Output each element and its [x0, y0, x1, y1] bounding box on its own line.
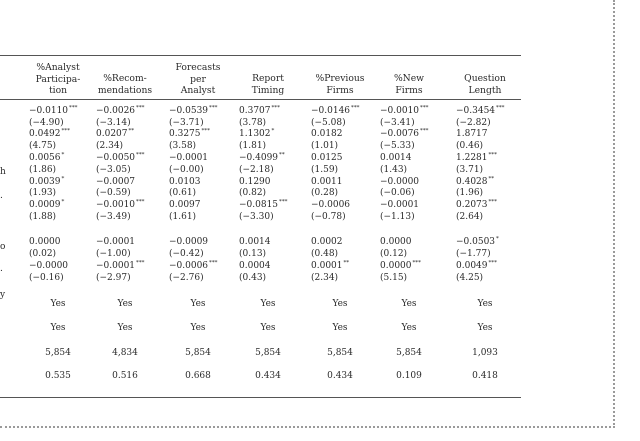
cell-value: (−0.06): [380, 188, 415, 198]
cell-value: (2.34): [96, 141, 124, 151]
cell-value: (−3.41): [380, 118, 415, 128]
observations-cell: 4,834: [112, 348, 138, 358]
cell-value: −0.0815: [239, 200, 279, 210]
coefficient-cell: [456, 129, 488, 140]
cell-value: (−0.16): [29, 273, 64, 283]
cell-value: 0.3707: [239, 106, 271, 116]
tstat-cell: [29, 118, 64, 129]
cell-value: (2.64): [456, 212, 484, 222]
column-header-line: Forecasts: [175, 62, 221, 73]
cell-value: (3.58): [169, 141, 197, 151]
column-header-line: Question: [464, 73, 506, 84]
tstat-cell: [311, 249, 338, 260]
tstat-cell: [96, 188, 131, 199]
coefficient-cell: [311, 200, 350, 211]
coefficient-cell: [239, 153, 285, 164]
cell-value: −0.0000: [29, 261, 69, 271]
column-header-line: Analyst: [180, 85, 216, 96]
tstat-cell: [456, 141, 483, 152]
cell-value: (1.59): [311, 165, 339, 175]
cell-value: (1.43): [380, 165, 408, 175]
observations-cell: 5,854: [185, 348, 211, 358]
cell-value: −0.0001: [380, 200, 420, 210]
coefficient-cell: [96, 153, 144, 164]
cell-value: −0.0076: [380, 129, 420, 139]
coefficient-cell: [239, 129, 274, 140]
significance-stars: ***: [488, 199, 497, 205]
coefficient-cell: [456, 200, 497, 211]
cell-value: 0.0004: [239, 261, 271, 271]
significance-stars: ***: [209, 260, 218, 266]
significance-stars: ***: [420, 105, 429, 111]
cell-value: (−3.30): [239, 212, 274, 222]
coefficient-cell: [380, 177, 419, 188]
cell-value: (0.43): [239, 273, 267, 283]
cell-value: 0.1290: [239, 177, 271, 187]
coefficient-cell: [96, 129, 134, 140]
coefficient-cell: [380, 153, 412, 164]
row-label-fragment: o: [0, 242, 6, 252]
cell-value: (1.61): [169, 212, 197, 222]
significance-stars: **: [343, 260, 350, 266]
significance-stars: ***: [496, 105, 505, 111]
column-header: [368, 73, 450, 96]
tstat-cell: [456, 249, 491, 260]
fixed-effect-cell: Yes: [401, 299, 417, 309]
column-header: [84, 73, 166, 96]
significance-stars: ***: [351, 105, 360, 111]
cell-value: 0.4028: [456, 177, 488, 187]
cell-value: (−2.18): [239, 165, 274, 175]
fixed-effect-cell: Yes: [190, 299, 206, 309]
cell-value: −0.0000: [380, 177, 420, 187]
significance-stars: ***: [136, 199, 145, 205]
cell-value: (0.61): [169, 188, 197, 198]
cell-value: −0.0110: [29, 106, 69, 116]
column-header-line: per: [190, 73, 206, 85]
coefficient-cell: [311, 129, 343, 140]
cell-value: 0.0492: [29, 129, 61, 139]
tstat-cell: [96, 165, 131, 176]
cell-value: −0.3454: [456, 106, 496, 116]
coefficient-cell: [311, 153, 343, 164]
fixed-effect-cell: Yes: [260, 323, 276, 333]
cell-value: (−2.76): [169, 273, 204, 283]
tstat-cell: [169, 249, 204, 260]
tstat-cell: [96, 118, 131, 129]
cell-value: (2.34): [311, 273, 339, 283]
coefficient-cell: [169, 200, 201, 211]
significance-stars: ***: [209, 105, 218, 111]
significance-stars: *: [496, 236, 499, 242]
observations-cell: 1,093: [472, 348, 498, 358]
fixed-effect-cell: Yes: [50, 299, 66, 309]
tstat-cell: [456, 188, 483, 199]
tstat-cell: [169, 118, 204, 129]
cell-value: (1.88): [29, 212, 57, 222]
coefficient-cell: [169, 261, 217, 272]
cell-value: (−5.33): [380, 141, 415, 151]
tstat-cell: [169, 212, 196, 223]
row-label-fragment: y: [0, 290, 6, 300]
coefficient-cell: [456, 106, 504, 117]
tstat-cell: [311, 141, 338, 152]
tstat-cell: [239, 165, 274, 176]
observations-cell: 5,854: [396, 348, 422, 358]
cell-value: −0.0503: [456, 237, 496, 247]
coefficient-cell: [311, 177, 343, 188]
cell-value: 1.2281: [456, 153, 488, 163]
cell-value: 0.0001: [311, 261, 343, 271]
column-header-line: Timing: [251, 84, 285, 96]
coefficient-cell: [96, 261, 144, 272]
column-header-line: %New: [393, 73, 425, 84]
cell-value: (−0.42): [169, 249, 204, 259]
r-squared-cell: 0.434: [327, 371, 353, 381]
coefficient-cell: [380, 106, 428, 117]
fixed-effect-cell: Yes: [117, 299, 133, 309]
tstat-cell: [380, 165, 407, 176]
cell-value: −0.0006: [169, 261, 209, 271]
fixed-effect-cell: Yes: [477, 299, 493, 309]
cell-value: (−3.14): [96, 118, 131, 128]
coefficient-cell: [239, 106, 280, 117]
tstat-cell: [29, 165, 56, 176]
significance-stars: ***: [61, 128, 70, 134]
fixed-effect-cell: Yes: [190, 323, 206, 333]
observations-cell: 5,854: [45, 348, 71, 358]
cell-value: (1.01): [311, 141, 339, 151]
significance-stars: ***: [271, 105, 280, 111]
cell-value: (−0.59): [96, 188, 131, 198]
r-squared-cell: 0.516: [112, 371, 138, 381]
cell-value: (−0.00): [169, 165, 204, 175]
tstat-cell: [380, 212, 415, 223]
coefficient-cell: [29, 261, 68, 272]
tstat-cell: [311, 165, 338, 176]
tstat-cell: [239, 212, 274, 223]
cell-value: (1.81): [239, 141, 267, 151]
coefficient-cell: [96, 177, 135, 188]
coefficient-cell: [29, 129, 70, 140]
column-header-line: Firms: [326, 84, 354, 96]
cell-value: 0.0014: [239, 237, 271, 247]
cell-value: (0.82): [239, 188, 267, 198]
cell-value: 1.8717: [456, 129, 488, 139]
cell-value: −0.0539: [169, 106, 209, 116]
significance-stars: ***: [488, 152, 497, 158]
coefficient-cell: [239, 200, 287, 211]
tstat-cell: [456, 165, 483, 176]
fixed-effect-cell: Yes: [50, 323, 66, 333]
tstat-cell: [311, 118, 346, 129]
tstat-cell: [96, 249, 131, 260]
cell-value: (0.28): [311, 188, 339, 198]
regression-table: [0, 55, 521, 398]
tstat-cell: [380, 118, 415, 129]
r-squared-cell: 0.668: [185, 371, 211, 381]
column-header-line: %Analyst: [36, 62, 80, 73]
cell-value: (−1.00): [96, 249, 131, 259]
cell-value: −0.0146: [311, 106, 351, 116]
cell-value: −0.0026: [96, 106, 136, 116]
row-label-fragment: h: [0, 167, 6, 177]
significance-stars: *: [61, 176, 65, 182]
tstat-cell: [169, 188, 196, 199]
cell-value: (0.46): [456, 141, 484, 151]
coefficient-cell: [380, 237, 412, 248]
fixed-effect-cell: Yes: [332, 299, 348, 309]
tstat-cell: [456, 212, 483, 223]
significance-stars: ***: [412, 260, 421, 266]
cell-value: (−3.49): [96, 212, 131, 222]
tstat-cell: [29, 141, 56, 152]
cell-value: 0.0097: [169, 200, 201, 210]
significance-stars: **: [279, 152, 285, 158]
tstat-cell: [96, 141, 123, 152]
cell-value: −0.0010: [380, 106, 420, 116]
cell-value: (−2.97): [96, 273, 131, 283]
column-header-line: %Recom-: [103, 73, 147, 84]
coefficient-cell: [456, 177, 494, 188]
column-header-line: %Previous: [315, 73, 365, 84]
column-header-line: Participa-: [35, 73, 81, 85]
cell-value: (−3.71): [169, 118, 204, 128]
r-squared-cell: 0.535: [45, 371, 71, 381]
cell-value: 0.0014: [380, 153, 412, 163]
coefficient-cell: [239, 237, 271, 248]
cell-value: −0.0009: [169, 237, 209, 247]
column-header-line: Report: [252, 73, 284, 84]
tstat-cell: [380, 273, 407, 284]
cell-value: (−1.77): [456, 249, 491, 259]
significance-stars: *: [61, 152, 65, 158]
r-squared-cell: 0.418: [472, 371, 498, 381]
column-header-line: Firms: [395, 84, 423, 96]
coefficient-cell: [239, 177, 271, 188]
tstat-cell: [96, 212, 131, 223]
cell-value: −0.0010: [96, 200, 136, 210]
coefficient-cell: [456, 237, 499, 248]
cell-value: (−4.90): [29, 118, 64, 128]
coefficient-cell: [96, 106, 144, 117]
coefficient-cell: [456, 261, 497, 272]
cell-value: −0.0001: [96, 261, 136, 271]
cell-value: (1.86): [29, 165, 57, 175]
cell-value: 0.0049: [456, 261, 488, 271]
cell-value: −0.0007: [96, 177, 136, 187]
significance-stars: ***: [201, 128, 210, 134]
significance-stars: ***: [69, 105, 78, 111]
observations-cell: 5,854: [255, 348, 281, 358]
tstat-cell: [239, 118, 266, 129]
tstat-cell: [311, 188, 338, 199]
cell-value: 0.2073: [456, 200, 488, 210]
coefficient-cell: [169, 129, 210, 140]
cell-value: (0.02): [29, 249, 57, 259]
tstat-cell: [311, 273, 338, 284]
coefficient-cell: [456, 153, 497, 164]
tstat-cell: [29, 273, 64, 284]
tstat-cell: [239, 188, 266, 199]
coefficient-cell: [96, 200, 144, 211]
cell-value: −0.0001: [169, 153, 209, 163]
tstat-cell: [456, 118, 491, 129]
fixed-effect-cell: Yes: [401, 323, 417, 333]
column-header-line: mendations: [97, 84, 153, 96]
column-header-line: tion: [48, 85, 68, 96]
significance-stars: ***: [136, 105, 145, 111]
cell-value: 0.3275: [169, 129, 201, 139]
coefficient-cell: [29, 200, 64, 211]
cell-value: (1.93): [29, 188, 57, 198]
tstat-cell: [380, 188, 415, 199]
coefficient-cell: [169, 153, 208, 164]
significance-stars: ***: [136, 152, 145, 158]
cell-value: (0.13): [239, 249, 267, 259]
fixed-effect-cell: Yes: [260, 299, 276, 309]
coefficient-cell: [311, 261, 349, 272]
coefficient-cell: [169, 237, 208, 248]
cell-value: 0.0182: [311, 129, 343, 139]
cell-value: (0.48): [311, 249, 339, 259]
significance-stars: **: [128, 128, 135, 134]
fixed-effect-cell: Yes: [117, 323, 133, 333]
cell-value: 0.0000: [29, 237, 61, 247]
coefficient-cell: [380, 261, 421, 272]
tstat-cell: [29, 249, 56, 260]
tstat-cell: [239, 141, 266, 152]
header-rule: [0, 99, 521, 100]
significance-stars: *: [271, 128, 275, 134]
cell-value: 0.0000: [380, 237, 412, 247]
tstat-cell: [311, 212, 346, 223]
fixed-effect-cell: Yes: [332, 323, 348, 333]
significance-stars: ***: [420, 128, 429, 134]
r-squared-cell: 0.109: [396, 371, 422, 381]
coefficient-cell: [239, 261, 271, 272]
fixed-effect-cell: Yes: [477, 323, 493, 333]
significance-stars: ***: [488, 260, 497, 266]
cell-value: (1.96): [456, 188, 484, 198]
significance-stars: **: [488, 176, 495, 182]
cell-value: (3.78): [239, 118, 267, 128]
cell-value: −0.0006: [311, 200, 351, 210]
cell-value: 0.0011: [311, 177, 343, 187]
tstat-cell: [239, 249, 266, 260]
tstat-cell: [169, 273, 204, 284]
coefficient-cell: [169, 106, 217, 117]
cell-value: (4.25): [456, 273, 484, 283]
significance-stars: ***: [279, 199, 288, 205]
tstat-cell: [169, 141, 196, 152]
coefficient-cell: [96, 237, 135, 248]
cell-value: (5.15): [380, 273, 408, 283]
coefficient-cell: [29, 237, 61, 248]
cell-value: (−0.78): [311, 212, 346, 222]
cell-value: 0.0009: [29, 200, 61, 210]
cell-value: −0.0050: [96, 153, 136, 163]
coefficient-cell: [380, 200, 419, 211]
tstat-cell: [29, 212, 56, 223]
cell-value: 0.0207: [96, 129, 128, 139]
column-header-line: Length: [468, 84, 502, 96]
cell-value: 0.0002: [311, 237, 343, 247]
cell-value: (0.12): [380, 249, 408, 259]
observations-cell: 5,854: [327, 348, 353, 358]
cell-value: 0.0125: [311, 153, 343, 163]
tstat-cell: [380, 141, 415, 152]
coefficient-cell: [29, 153, 64, 164]
significance-stars: ***: [136, 260, 145, 266]
cell-value: −0.4099: [239, 153, 279, 163]
r-squared-cell: 0.434: [255, 371, 281, 381]
coefficient-cell: [380, 129, 428, 140]
cell-value: (4.75): [29, 141, 57, 151]
tstat-cell: [169, 165, 204, 176]
coefficient-cell: [311, 237, 343, 248]
cell-value: (−2.82): [456, 118, 491, 128]
coefficient-cell: [311, 106, 359, 117]
cell-value: 0.0000: [380, 261, 412, 271]
cell-value: 1.1302: [239, 129, 271, 139]
cell-value: (−1.13): [380, 212, 415, 222]
cell-value: (−5.08): [311, 118, 346, 128]
row-label-fragment: .: [0, 191, 3, 201]
cell-value: 0.0103: [169, 177, 201, 187]
coefficient-cell: [29, 106, 77, 117]
coefficient-cell: [169, 177, 201, 188]
tstat-cell: [96, 273, 131, 284]
column-header: [444, 73, 526, 96]
tstat-cell: [380, 249, 407, 260]
cell-value: 0.0039: [29, 177, 61, 187]
row-label-fragment: .: [0, 264, 3, 274]
cell-value: (−3.05): [96, 165, 131, 175]
column-header: [227, 73, 309, 96]
tstat-cell: [29, 188, 56, 199]
coefficient-cell: [29, 177, 64, 188]
cell-value: −0.0001: [96, 237, 136, 247]
tstat-cell: [239, 273, 266, 284]
cell-value: (3.71): [456, 165, 484, 175]
tstat-cell: [456, 273, 483, 284]
cell-value: 0.0056: [29, 153, 61, 163]
significance-stars: *: [61, 199, 65, 205]
